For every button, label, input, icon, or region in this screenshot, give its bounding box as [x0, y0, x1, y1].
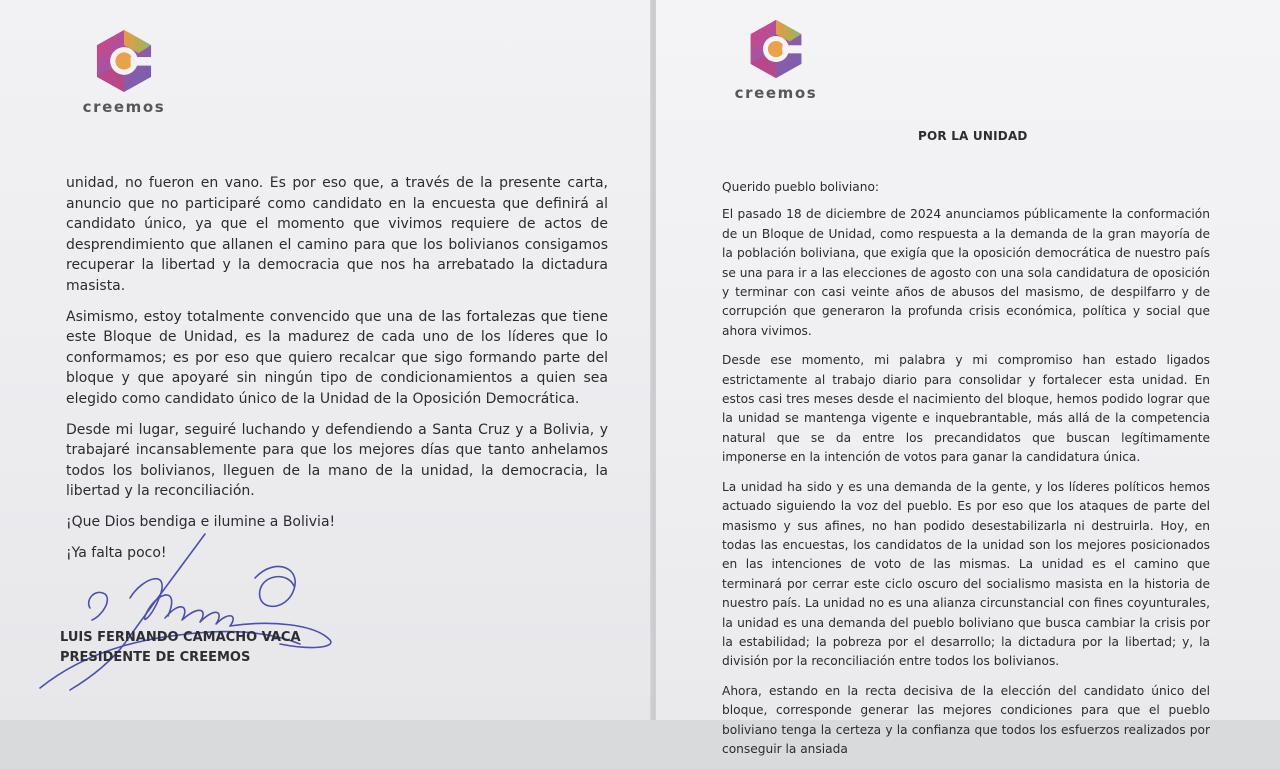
letter-title: POR LA UNIDAD [918, 129, 1028, 143]
letter-body-left [66, 173, 608, 573]
signature-block [60, 628, 301, 668]
signatory-name: LUIS FERNANDO CAMACHO VACA [60, 630, 301, 645]
paragraph: Asimismo, estoy totalmente convencido que una de las fortalezas que tiene este Bloque de Unidad, es la madurez de cada uno de los líderes que lo conformamos; es por eso que quiero recalcar que sigo formando parte del bloque y que apoyaré sin ningún tipo de condicionamientos a quien sea elegido como candidato único de la Unidad de la Oposición Democrática. [66, 308, 608, 407]
salutation: Querido pueblo boliviano: [722, 180, 880, 194]
paragraph: Desde mi lugar, seguiré luchando y defendiendo a Santa Cruz y a Bolivia, y trabajaré incansablemente para que los mejores días que tanto anhelamos todos los bolivianos, lleguen de la mano de la unidad, la democracia, la libertad y la reconciliación. [66, 421, 608, 500]
closing-blessing: ¡Que Dios bendiga e ilumine a Bolivia! [66, 513, 336, 530]
creemos-logo-wordmark: creemos [734, 84, 818, 102]
creemos-logo [716, 18, 836, 102]
paragraph: unidad, no fueron en vano. Es por eso que, a través de la presente carta, anuncio que no participaré como candidato en la encuesta que definirá al candidato único, ya que el momento que vivimos requiere de actos de desprendimiento que allanen el camino para que los bolivianos consigamos recuperar la libertad y la democracia que nos ha arrebatado la dictadura masista. [66, 175, 608, 294]
letter-page-left [0, 0, 652, 720]
paragraph: Desde ese momento, mi palabra y mi compromiso han estado ligados estrictamente al trabajo diario para consolidar y fortalecer esta unidad. En estos casi tres meses desde el nacimiento del bloque, hemos podido lograr que la unidad se mantenga vigente e inquebrantable, más allá de la competencia natural que se da entre los precandidatos que buscan legítimamente imponerse en la intención de votos para ganar la candidatura única. [722, 353, 1210, 465]
creemos-logo-wordmark: creemos [82, 98, 166, 116]
creemos-logo-icon [745, 18, 807, 80]
signatory-title: PRESIDENTE DE CREEMOS [60, 650, 251, 665]
creemos-logo-icon [91, 28, 157, 94]
creemos-logo [64, 28, 184, 116]
paragraph: Ahora, estando en la recta decisiva de la elección del candidato único del bloque, corresponde generar las mejores condiciones para que el pueblo boliviano tenga la certeza y la confianza que todos los esfuerzos realizados por conseguir la ansiada [722, 683, 1210, 756]
paragraph: La unidad ha sido y es una demanda de la gente, y los líderes políticos hemos actuado siguiendo la voz del pueblo. Es por eso que los ataques de parte del masismo y sus afines, no han podido desestabilizarla ni destruirla. Hoy, en todas las encuestas, los candidatos de la unidad son los mejores posicionados en las intenciones de voto de las mismas. La unidad es el camino que terminará por cerrar este ciclo oscuro del socialismo masista en la historia de nuestro país. La unidad no es una alianza circunstancial con fines coyunturales, la unidad es una demanda del pueblo boliviano que busca cambiar la crisis por la estabilidad; la pobreza por el desarrollo; la dictadura por la libertad; y, la división por la reconciliación entre todos los bolivianos. [722, 479, 1210, 669]
handwritten-signature [30, 528, 350, 720]
paragraph: El pasado 18 de diciembre de 2024 anunciamos públicamente la conformación de un Bloque de Unidad, como respuesta a la demanda de la gran mayoría de la población boliviana, que exigía que la oposición democrática de nuestro país se una para ir a las elecciones de agosto con una sola candidatura de oposición y terminar con casi veinte años de abusos del masismo, de despilfarro y de corrupción que generaron la profunda crisis económica, política y social que ahora vivimos. [722, 207, 1210, 338]
letter-body-right [722, 178, 1210, 769]
closing-line: ¡Ya falta poco! [66, 544, 167, 561]
